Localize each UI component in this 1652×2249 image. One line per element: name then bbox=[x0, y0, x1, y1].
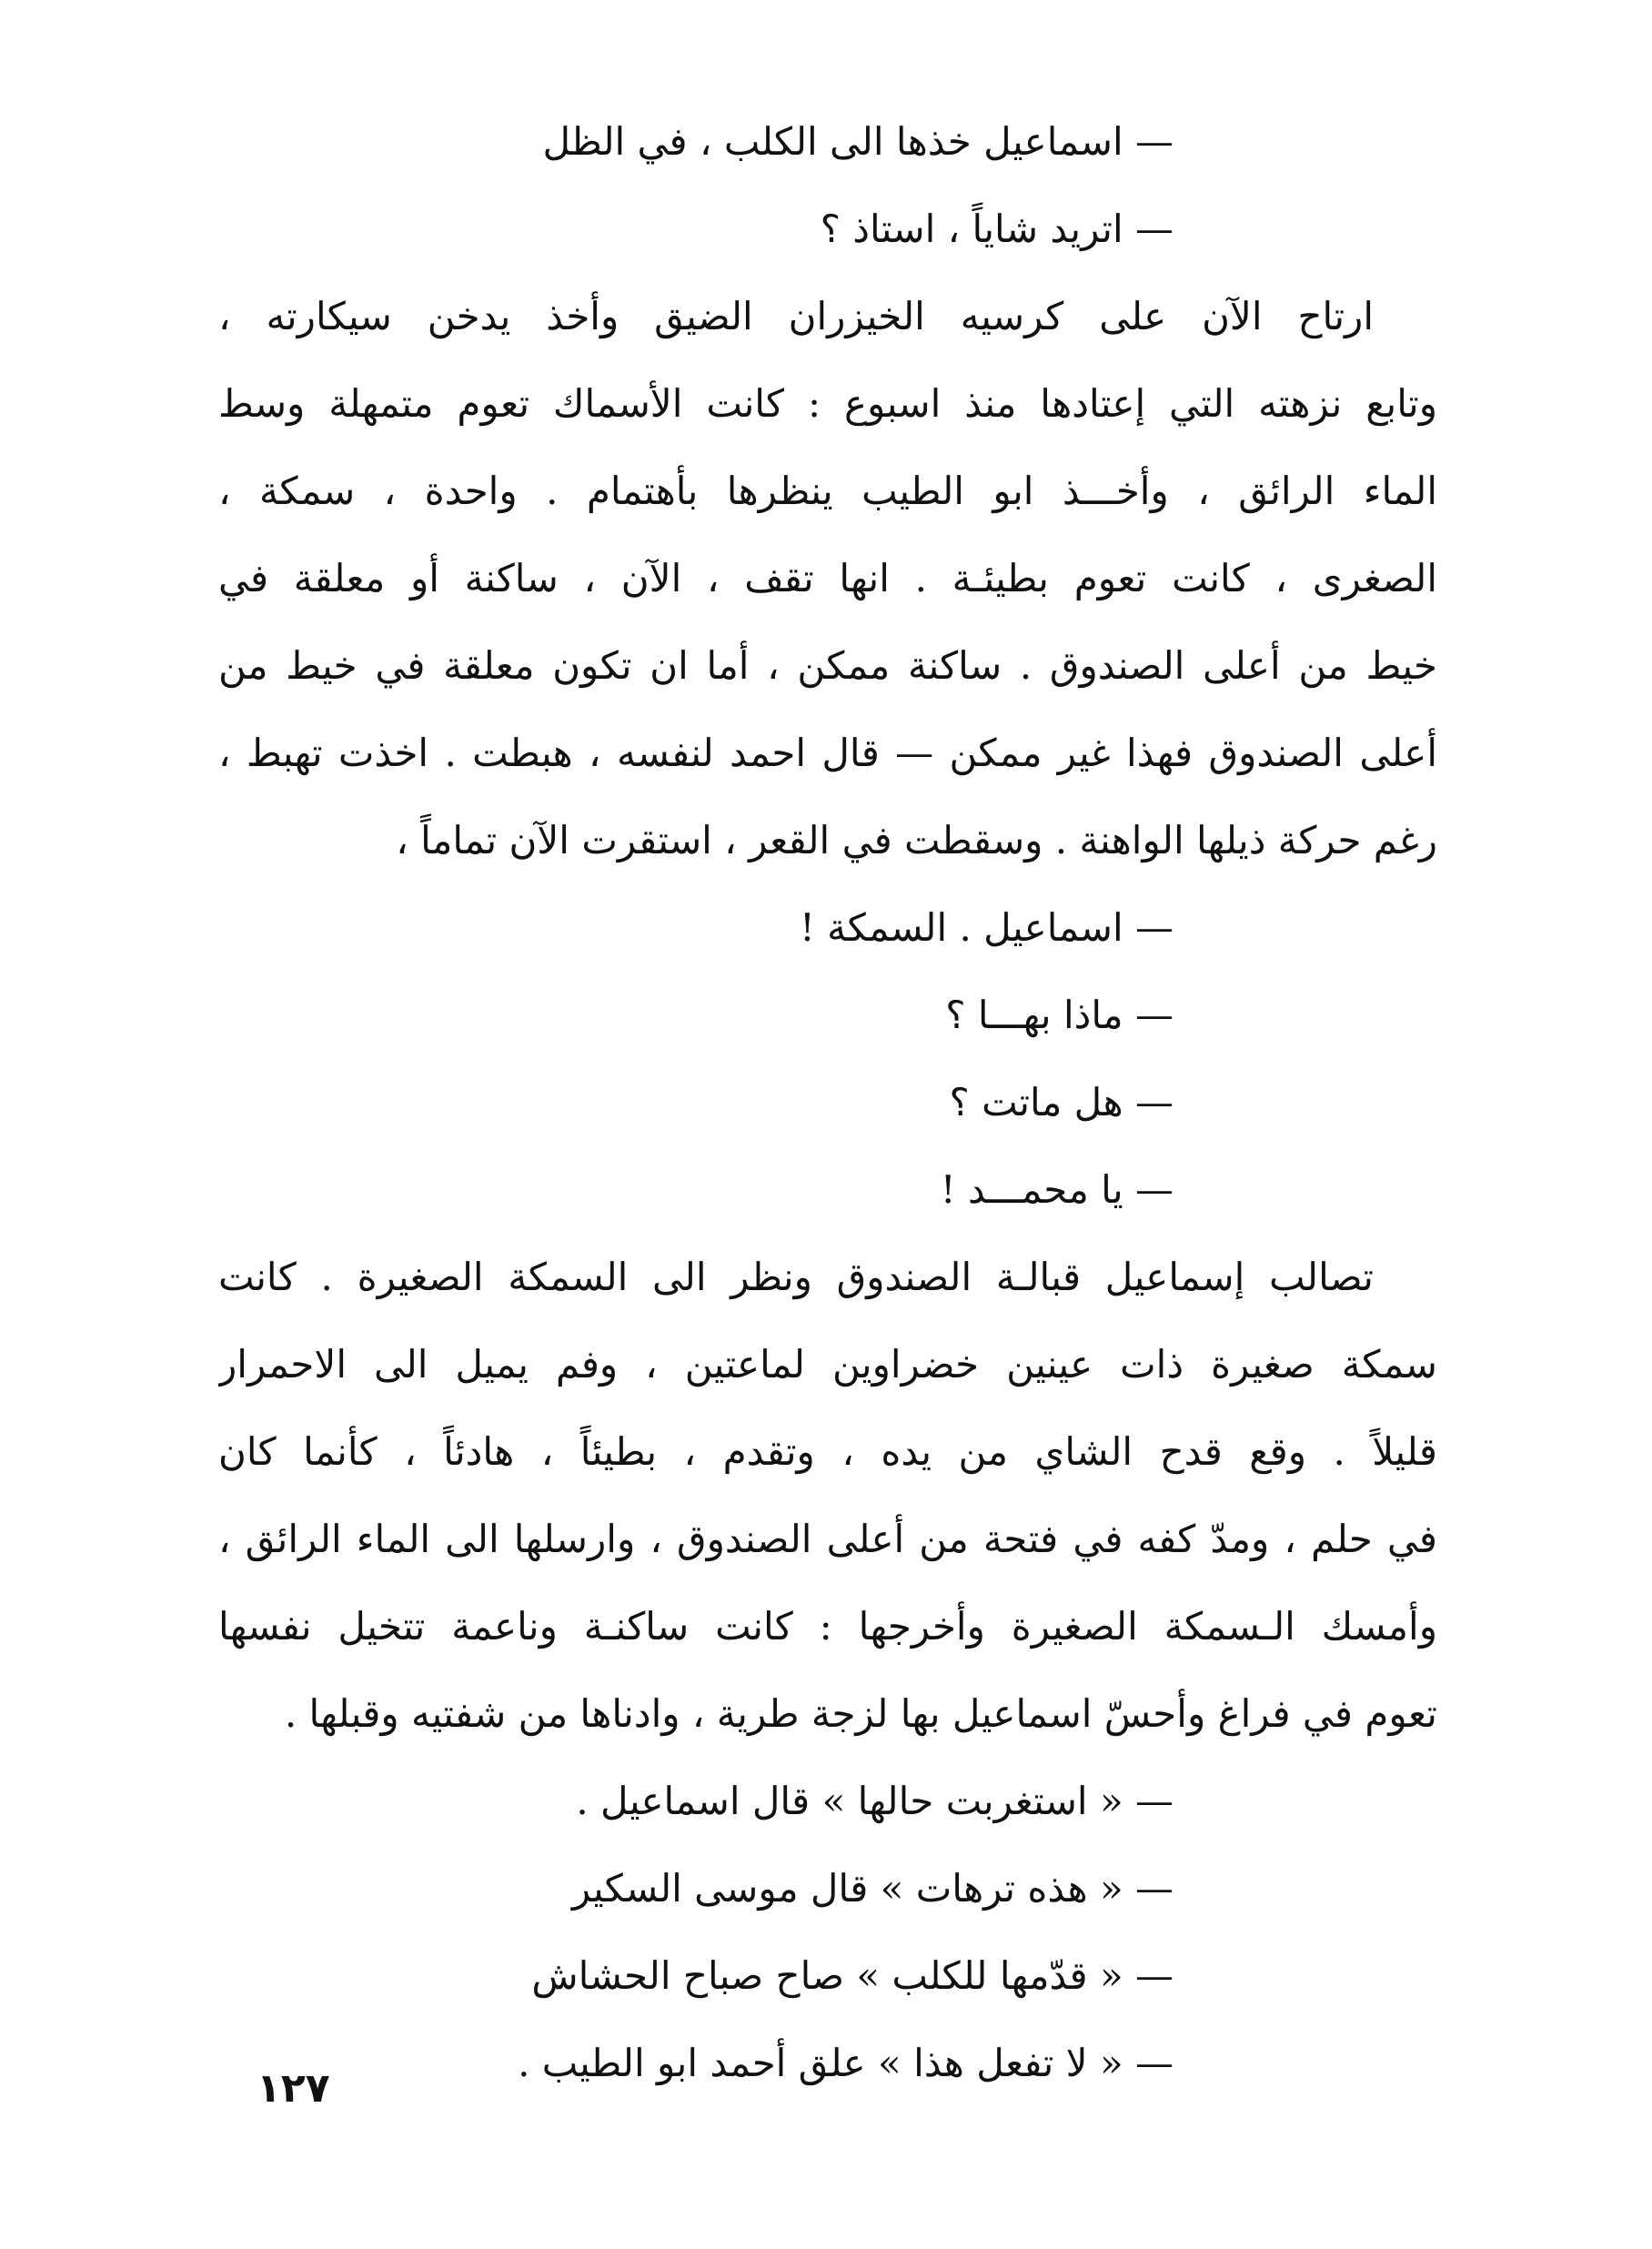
text-line: رغم حركة ذيلها الواهنة . وسقطت في القعر ، استقرت الآن تماماً ، bbox=[396, 818, 1437, 862]
text-line: أعلى الصندوق فهذا غير ممكن — قال احمد لنفسه ، هبطت . اخذت تهبط ، bbox=[218, 731, 1437, 775]
text-line: — اسماعيل خذها الى الكلب ، في الظل bbox=[542, 119, 1174, 164]
text-line: في حلم ، ومدّ كفه في فتحة من أعلى الصندوق ، وارسلها الى الماء الرائق ، bbox=[218, 1517, 1437, 1561]
text-line: — « استغربت حالها » قال اسماعيل . bbox=[576, 1779, 1174, 1823]
text-line: — « هذه ترهات » قال موسى السكير bbox=[571, 1866, 1174, 1911]
text-line: قليلاً . وقع قدح الشاي من يده ، وتقدم ، بطيئاً ، هادئاً ، كأنما كان bbox=[218, 1429, 1437, 1474]
text-line: تصالب إسماعيل قبالـة الصندوق ونظر الى السمكة الصغيرة . كانت bbox=[218, 1255, 1374, 1299]
text-line: — « قدّمها للكلب » صاح صباح الحشاش bbox=[531, 1953, 1174, 1998]
text-line: الصغرى ، كانت تعوم بطيئـة . انها تقف ، الآن ، ساكنة أو معلقة في bbox=[218, 556, 1437, 600]
text-line: الماء الرائق ، وأخـــذ ابو الطيب ينظرها بأهتمام . واحدة ، سمكة ، bbox=[218, 469, 1437, 513]
text-line: سمكة صغيرة ذات عينين خضراوين لماعتين ، وفم يميل الى الاحمرار bbox=[218, 1342, 1437, 1387]
text-line: خيط من أعلى الصندوق . ساكنة ممكن ، أما ان تكون معلقة في خيط من bbox=[218, 643, 1437, 688]
text-line: — يا محمـــد ! bbox=[940, 1167, 1174, 1212]
text-line: — اتريد شاياً ، استاذ ؟ bbox=[820, 207, 1174, 251]
text-line: وتابع نزهته التي إعتادها منذ اسبوع : كانت الأسماك تعوم متمهلة وسط bbox=[218, 381, 1437, 426]
text-line: تعوم في فراغ وأحسّ اسماعيل بها لزجة طرية ، وادناها من شفتيه وقبلها . bbox=[284, 1691, 1437, 1736]
text-line: — هل ماتت ؟ bbox=[949, 1080, 1174, 1124]
page-number: ١٢٧ bbox=[257, 2065, 330, 2112]
text-line: — « لا تفعل هذا » علق أحمد ابو الطيب . bbox=[518, 2041, 1174, 2085]
text-line: — اسماعيل . السمكة ! bbox=[799, 905, 1174, 950]
text-line: — ماذا بهـــا ؟ bbox=[945, 993, 1174, 1037]
text-block bbox=[218, 98, 1437, 2107]
text-line: وأمسك الـسمكة الصغيرة وأخرجها : كانت ساكنـة وناعمة تتخيل نفسها bbox=[218, 1604, 1437, 1649]
text-line: ارتاح الآن على كرسيه الخيزران الضيق وأخذ يدخن سيكارته ، bbox=[218, 294, 1374, 338]
